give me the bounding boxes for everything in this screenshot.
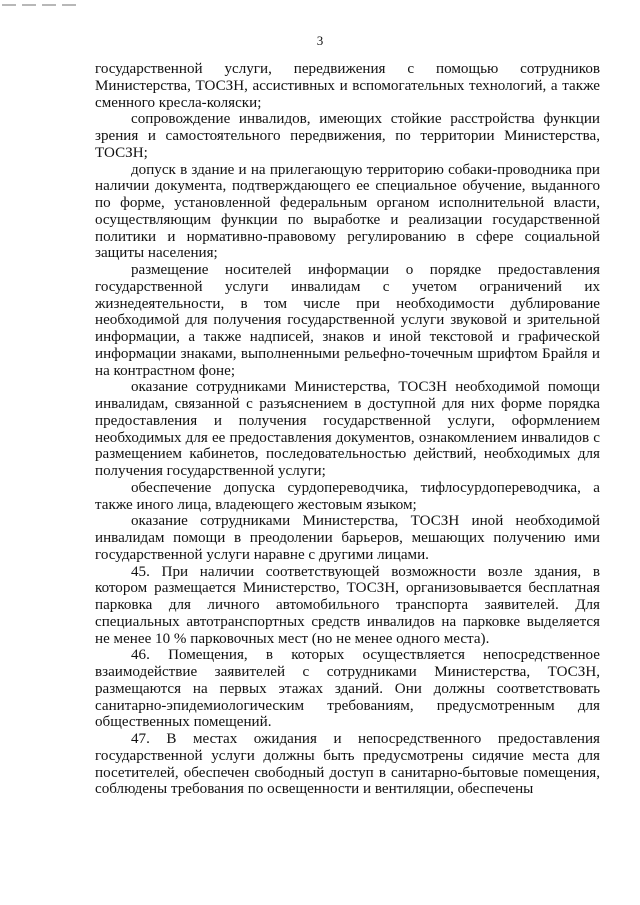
- paragraph: 46. Помещения, в которых осуществляется непосредственное взаимодействие заявителей с сотрудниками Министерства, ТОСЗН, размещаются на первых этажах зданий. Они должны соответствовать санитарно-эпидемиологическим требованиям, предусмотренным для общественных помещений.: [95, 647, 600, 731]
- document-body: [95, 61, 600, 798]
- paragraph: 47. В местах ожидания и непосредственного предоставления государственной услуги должны быть предусмотрены сидячие места для посетителей, обеспечен свободный доступ в санитарно-бытовые помещения, соблюдены требования по освещенности и вентиляции, обеспечены: [95, 731, 600, 798]
- paragraph: допуск в здание и на прилегающую территорию собаки-проводника при наличии документа, подтверждающего ее специальное обучение, выданного по форме, установленной федеральным органом исполнительной власти, осуществляющим функции по выработке и реализации государственной политики и нормативно-правовому регулированию в сфере социальной защиты населения;: [95, 161, 600, 262]
- page-number: 3: [316, 33, 324, 48]
- paragraph: 45. При наличии соответствующей возможности возле здания, в котором размещается Министерство, ТОСЗН, организовывается бесплатная парковка для личного автомобильного транспорта заявителей. Для специальных автотранспортных средств инвалидов на парковке выделяется не менее 10 % парковочных мест (но не менее одного места).: [95, 563, 600, 647]
- paragraph: оказание сотрудниками Министерства, ТОСЗН иной необходимой инвалидам помощи в преодолении барьеров, мешающих получению ими государственной услуги наравне с другими лицами.: [95, 513, 600, 563]
- paragraph: размещение носителей информации о порядке предоставления государственной услуги инвалидам с учетом ограничений их жизнедеятельности, в том числе при необходимости дублирование необходимой для получения государственной услуги звуковой и зрительной информации, а также надписей, знаков и иной текстовой и графической информации знаками, выполненными рельефно-точечным шрифтом Брайля и на контрастном фоне;: [95, 262, 600, 379]
- paragraph: государственной услуги, передвижения с помощью сотрудников Министерства, ТОСЗН, ассистивных и вспомогательных технологий, а также сменного кресла-коляски;: [95, 61, 600, 111]
- paragraph: оказание сотрудниками Министерства, ТОСЗН необходимой помощи инвалидам, связанной с разъяснением в доступной для них форме порядка предоставления и получения государственной услуги, оформлением необходимых для ее предоставления документов, ознакомлением инвалидов с размещением кабинетов, последовательностью действий, необходимых для получения государственной услуги;: [95, 379, 600, 479]
- paragraph: сопровождение инвалидов, имеющих стойкие расстройства функции зрения и самостоятельного передвижения, по территории Министерства, ТОСЗН;: [95, 111, 600, 161]
- paragraph: обеспечение допуска сурдопереводчика, тифлосурдопереводчика, а также иного лица, владеющего жестовым языком;: [95, 479, 600, 513]
- scan-artifact: [2, 4, 82, 6]
